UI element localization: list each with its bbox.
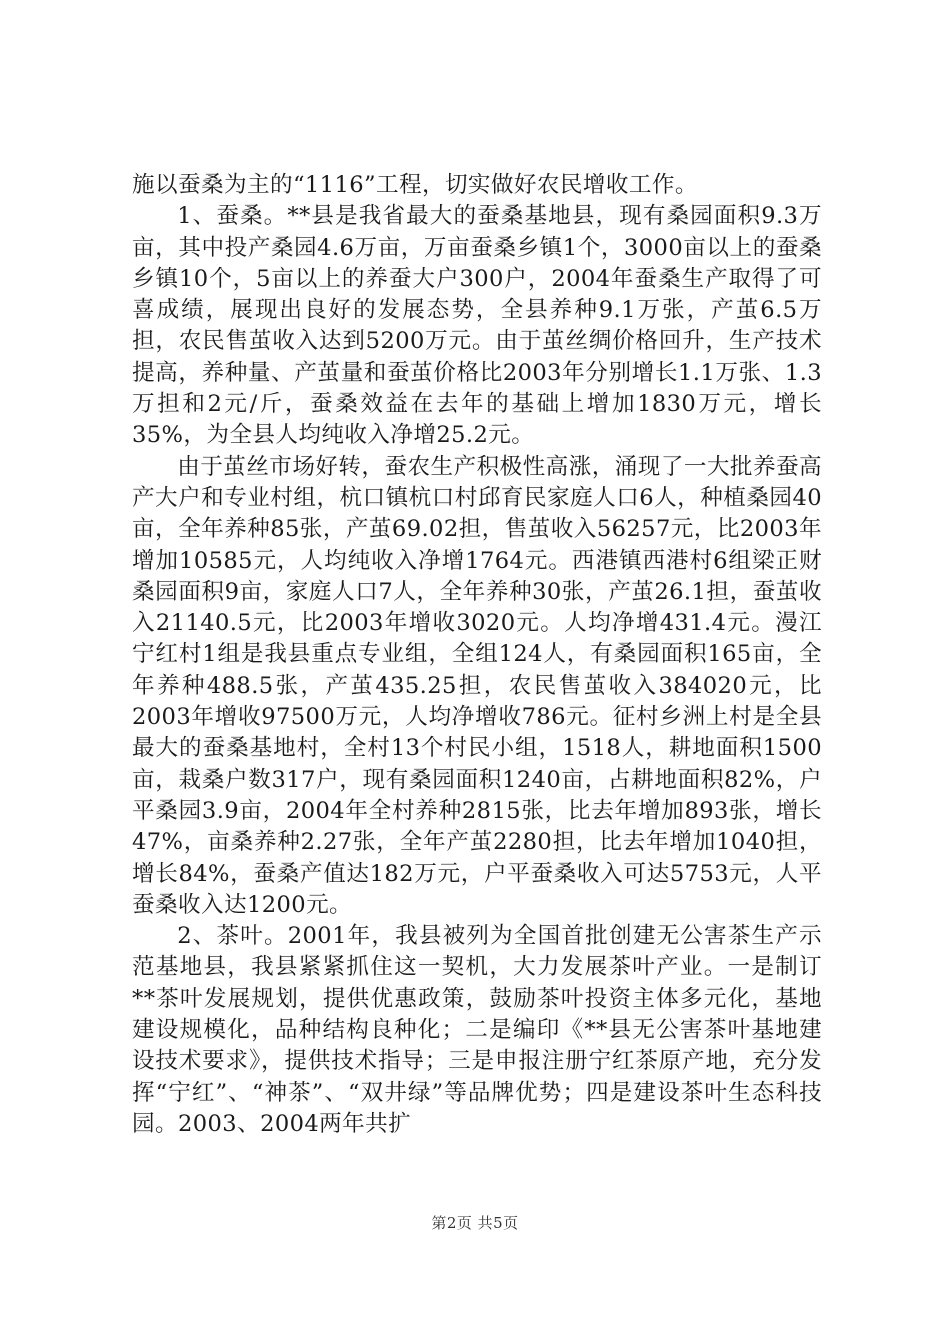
paragraph-tea: 2、茶叶。2001年，我县被列为全国首批创建无公害茶生产示范基地县，我县紧紧抓住这一契机，大力发展茶叶产业。一是制订**茶叶发展规划，提供优惠政策，鼓励茶叶投资主体多元化，基地建设规模化，品种结构良种化；二是编印《**县无公害茶叶基地建设技术要求》，提供技术指导；三是申报注册宁红茶原产地，充分发挥“宁红”、“神茶”、“双井绿”等品牌优势；四是建设茶叶生态科技园。2003、2004两年共扩 [132,923,822,1137]
page-footer [0,1212,950,1233]
page-number-label: 第2页 共5页 [431,1214,519,1232]
paragraph-sericulture-examples: 由于茧丝市场好转，蚕农生产积极性高涨，涌现了一大批养蚕高产大户和专业村组，杭口镇杭口村邱育民家庭人口6人，种植桑园40亩，全年养种85张，产茧69.02担，售茧收入56257元，比2003年增加10585元，人均纯收入净增1764元。西港镇西港村6组梁正财桑园面积9亩，家庭人口7人，全年养种30张，产茧26.1担，蚕茧收入21140.5元，比2003年增收3020元。人均净增431.4元。漫江宁红村1组是我县重点专业组，全组124人，有桑园面积165亩，全年养种488.5张，产茧435.25担，农民售茧收入384020元，比2003年增收97500万元，人均净增收786元。征村乡洲上村是全县最大的蚕桑基地村，全村13个村民小组，1518人，耕地面积1500亩，栽桑户数317户，现有桑园面积1240亩，占耕地面积82%，户平桑园3.9亩，2004年全村养种2815张，比去年增加893张，增长47%，亩桑养种2.27张，全年产茧2280担，比去年增加1040担，增长84%，蚕桑产值达182万元，户平蚕桑收入可达5753元，人平蚕桑收入达1200元。 [132,453,822,918]
document-body [132,170,822,1140]
paragraph-intro-line: 施以蚕桑为主的“1116”工程，切实做好农民增收工作。 [132,172,698,198]
paragraph-sericulture: 1、蚕桑。**县是我省最大的蚕桑基地县，现有桑园面积9.3万亩，其中投产桑园4.6万亩，万亩蚕桑乡镇1个，3000亩以上的蚕桑乡镇10个，5亩以上的养蚕大户300户，2004年蚕桑生产取得了可喜成绩，展现出良好的发展态势，全县养种9.1万张，产茧6.5万担，农民售茧收入达到5200万元。由于茧丝绸价格回升，生产技术提高，养种量、产茧量和蚕茧价格比2003年分别增长1.1万张、1.3万担和2元/斤，蚕桑效益在去年的基础上增加1830万元，增长35%，为全县人均纯收入净增25.2元。 [132,203,822,449]
